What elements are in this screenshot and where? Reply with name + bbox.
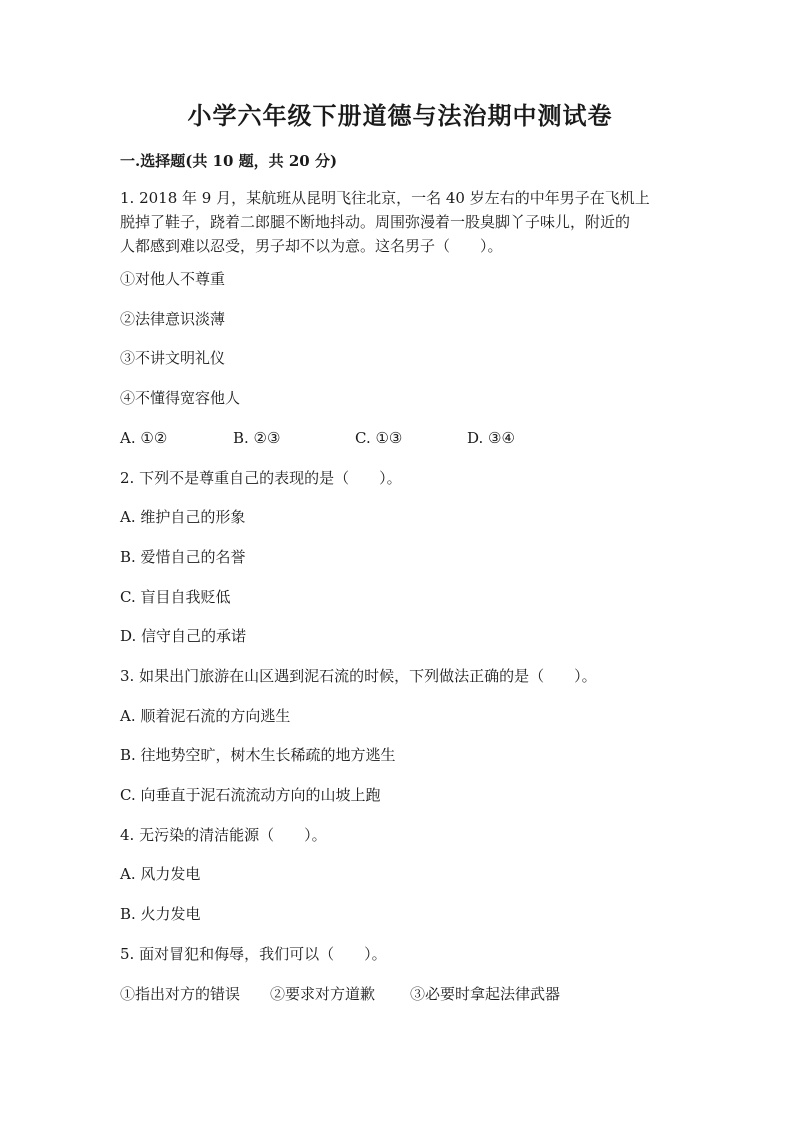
question-3-option-c: C. 向垂直于泥石流流动方向的山坡上跑 <box>120 786 381 804</box>
question-1-item-3: ③不讲文明礼仪 <box>120 349 226 367</box>
question-1-stem <box>120 186 680 258</box>
page-title: 小学六年级下册道德与法治期中测试卷 <box>187 101 613 130</box>
question-5-stem: 5. 面对冒犯和侮辱，我们可以（ ）。 <box>120 945 387 963</box>
question-5-item-2: ②要求对方道歉 <box>270 985 376 1003</box>
question-1-option-b: B. ②③ <box>233 429 281 447</box>
question-2-option-d: D. 信守自己的承诺 <box>120 627 247 645</box>
question-3-option-b: B. 往地势空旷，树木生长稀疏的地方逃生 <box>120 746 396 764</box>
question-1-option-d: D. ③④ <box>467 429 515 447</box>
question-5-item-3: ③必要时拿起法律武器 <box>410 985 561 1003</box>
question-1-item-1: ①对他人不尊重 <box>120 270 226 288</box>
question-4-stem: 4. 无污染的清洁能源（ ）。 <box>120 826 327 844</box>
question-2-option-c: C. 盲目自我贬低 <box>120 588 231 606</box>
question-1-stem-line-3: 人都感到难以忍受，男子却不以为意。这名男子（ ）。 <box>120 237 503 255</box>
question-5-item-1: ①指出对方的错误 <box>120 985 241 1003</box>
question-1-item-4: ④不懂得宽容他人 <box>120 389 241 407</box>
question-1-option-c: C. ①③ <box>355 429 403 447</box>
question-2-option-b: B. 爱惜自己的名誉 <box>120 548 246 566</box>
question-1-stem-line-1: 1. 2018 年 9 月，某航班从昆明飞往北京，一名 40 岁左右的中年男子在飞机上 <box>120 189 650 207</box>
question-3-stem: 3. 如果出门旅游在山区遇到泥石流的时候，下列做法正确的是（ ）。 <box>120 667 597 685</box>
question-2-option-a: A. 维护自己的形象 <box>120 508 246 526</box>
question-3-option-a: A. 顺着泥石流的方向逃生 <box>120 707 291 725</box>
section-heading-choice: 一.选择题(共 10 题，共 20 分) <box>120 152 338 170</box>
question-1-item-2: ②法律意识淡薄 <box>120 310 226 328</box>
question-4-option-a: A. 风力发电 <box>120 865 201 883</box>
question-1-stem-line-2: 脱掉了鞋子，跷着二郎腿不断地抖动。周围弥漫着一股臭脚丫子味儿，附近的 <box>120 213 631 231</box>
question-1-option-a: A. ①② <box>120 429 168 447</box>
question-4-option-b: B. 火力发电 <box>120 905 201 923</box>
question-2-stem: 2. 下列不是尊重自己的表现的是（ ）。 <box>120 469 402 487</box>
